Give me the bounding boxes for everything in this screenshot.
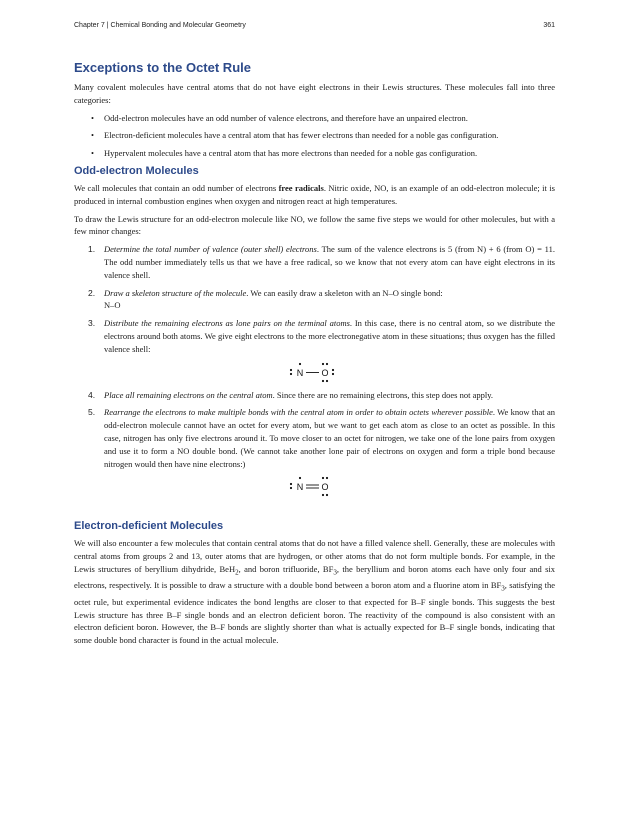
step-item [74, 317, 555, 355]
step-number: 1. [88, 244, 96, 255]
step-heading: Distribute the remaining electrons as lone pairs on the terminal atoms [104, 318, 350, 329]
free-radicals-term: free radicals [278, 182, 324, 193]
subscript: 3 [333, 568, 337, 577]
bullet-icon: • [91, 112, 94, 123]
step-text: . Since there are no remaining electrons, this step does not apply. [272, 389, 494, 400]
step-item [74, 389, 555, 402]
step-heading: Draw a skeleton structure of the molecule [104, 287, 247, 298]
text-run: . Nitric oxide, NO, is an example of an odd-electron molecule; it is produced in internal combustion engines when oxygen and nitrogen react at high temperatures. [74, 182, 555, 206]
text-run: , the beryllium and boron atoms each have only four and six electrons, respectively. It is possible to draw a structure with a double bond between a boron atom and a fluorine atom in BF [74, 563, 556, 591]
step-heading: Determine the total number of valence (outer shell) electrons [104, 244, 317, 255]
step-text: . We can easily draw a skeleton with an N–O single bond: [246, 287, 443, 298]
nitrogen-atom: N [296, 482, 303, 493]
steps-list-continued [74, 389, 555, 471]
subscript: 2 [235, 568, 239, 577]
spacer [74, 503, 555, 515]
electron-deficient-heading: Electron-deficient Molecules [74, 520, 224, 533]
step-heading: Rearrange the electrons to make multiple bonds with the central atom in order to obtain octets wherever possible [104, 407, 493, 418]
step-heading: Place all remaining electrons on the central atom [104, 389, 273, 400]
running-header [74, 22, 555, 34]
lewis-structure-single-bond [74, 361, 555, 383]
category-list [74, 112, 555, 160]
lewis-structure-double-bond [74, 475, 555, 497]
page-number: 361 [543, 22, 555, 29]
step-item [74, 287, 555, 313]
no-double-bond-diagram [285, 475, 345, 497]
bullet-icon: • [91, 130, 94, 141]
bullet-icon: • [91, 148, 94, 159]
subscript: 3 [501, 585, 505, 594]
text-run: We will also encounter a few molecules that contain central atoms that do not have a filled valence shell. Generally, these are molecules with central atoms from groups 2 and 13, outer atoms that are hydrogen, or other atoms that do not form multiple bonds. For example, in the Lewis structures of beryllium dihydride, BeH [74, 538, 555, 574]
list-item-text: Electron-deficient molecules have a central atom that has fewer electrons than needed for a noble gas configuration. [104, 130, 499, 141]
step-text: . In this case, there is no central atom, so we distribute the electrons around both atoms. We give eight electrons to the more electronegative atom in these situations; thus oxygen has the filled valence shell: [104, 318, 555, 354]
text-run: , and boron trifluoride, BF [238, 563, 334, 574]
no-single-bond-diagram [285, 361, 345, 383]
step-number: 3. [88, 318, 96, 329]
odd-electron-paragraph-1 [74, 182, 555, 208]
list-item-text: Hypervalent molecules have a central atom that has more electrons than needed for a noble gas configuration. [104, 148, 478, 159]
step-text: . We know that an odd-electron molecule cannot have an octet for every atom, but we want to get each atom as close to an octet as possible. In this case, nitrogen has only five electrons around it. To move closer to an octet for nitrogen, we take one of the lone pairs from oxygen and use it to form a NO double bond. (We cannot take another lone pair of electrons on oxygen and form a triple bond because nitrogen would then have nine electrons:) [104, 407, 555, 469]
steps-list [74, 243, 555, 355]
list-item [74, 147, 555, 160]
step-item [74, 406, 555, 470]
list-item [74, 129, 555, 142]
electron-deficient-paragraph [74, 537, 555, 647]
step-item [74, 243, 555, 281]
text-run: , satisfying the octet rule, but experimental evidence indicates the bond lengths are closer to that expected for B–F single bonds. This suggests the best Lewis structure has three B–F single bonds and an electron deficient boron. The reactivity of the compound is also consistent with an electron deficient boron. However, the B–F bonds are slightly shorter than what is actually expected for B–F single bonds, indicating that some double bond character is found in the actual molecule. [74, 580, 555, 646]
oxygen-atom: O [320, 482, 329, 493]
step-number: 2. [88, 287, 96, 298]
step-number: 5. [88, 407, 96, 418]
list-item-text: Odd-electron molecules have an odd number of valence electrons, and therefore have an unpaired electron. [104, 112, 468, 123]
oxygen-atom: O [320, 367, 329, 378]
odd-electron-heading: Odd-electron Molecules [74, 164, 199, 177]
text-run: We call molecules that contain an odd number of electrons [74, 182, 279, 193]
section-title: Exceptions to the Octet Rule [74, 60, 251, 75]
nitrogen-atom: N [296, 367, 303, 378]
chapter-title: Chapter 7 | Chemical Bonding and Molecular Geometry [74, 22, 246, 29]
step-text: . The sum of the valence electrons is 5 (from N) + 6 (from O) = 11. The odd number immediately tells us that we have a free radical, so we know that not every atom can have eight electrons in its valence shell. [104, 244, 555, 280]
odd-electron-paragraph-2: To draw the Lewis structure for an odd-electron molecule like NO, we follow the same five steps we would for other molecules, but with a few minor changes: [74, 213, 555, 237]
intro-paragraph: Many covalent molecules have central atoms that do not have eight electrons in their Lewis structures. These molecules fall into three categories: [74, 82, 555, 105]
skeleton-formula: N–O [104, 300, 121, 311]
list-item [74, 112, 555, 125]
step-number: 4. [88, 389, 96, 400]
